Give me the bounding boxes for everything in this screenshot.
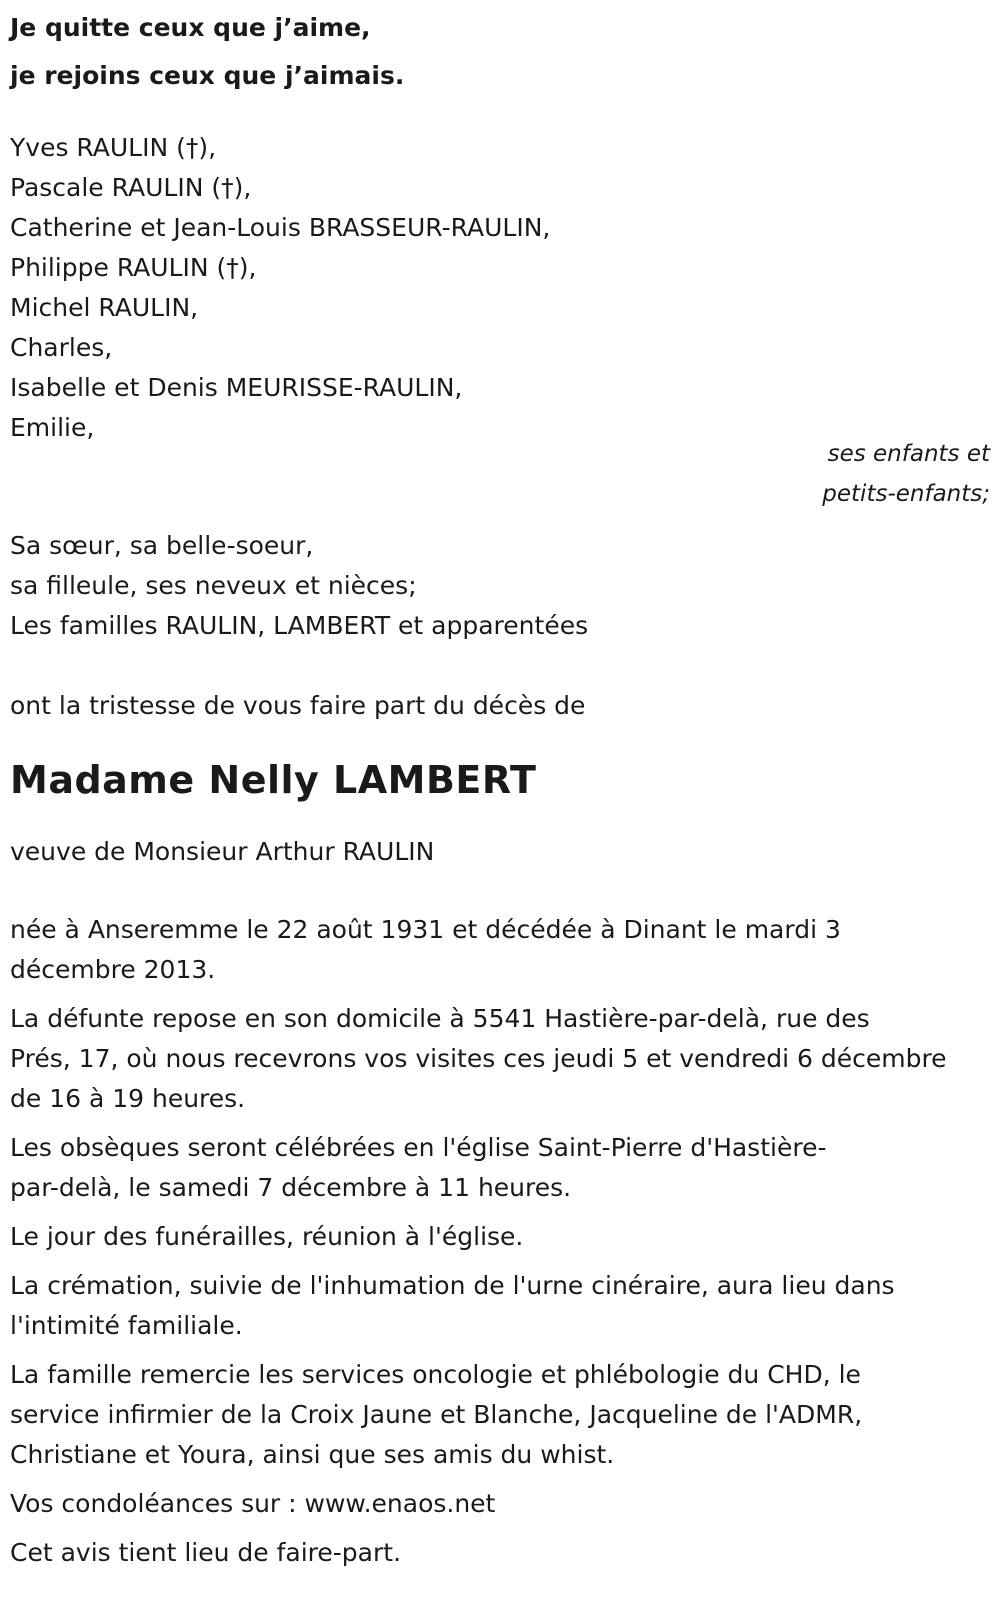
condolences-text: Vos condoléances sur : www.enaos.net	[10, 1489, 496, 1518]
repose-line-2: Prés, 17, où nous recevrons vos visites ces jeudi 5 et vendredi 6 décembre	[10, 1044, 947, 1073]
cremation-paragraph	[10, 1266, 990, 1346]
widow-of: veuve de Monsieur Arthur RAULIN	[10, 837, 435, 866]
child-name: Yves RAULIN (†),	[10, 133, 217, 162]
relatives-list	[10, 526, 990, 646]
child-name: Philippe RAULIN (†),	[10, 253, 257, 282]
funeral-line-1: Les obsèques seront célébrées en l'église Saint-Pierre d'Hastière-	[10, 1133, 827, 1162]
condolences-paragraph	[10, 1484, 990, 1524]
repose-line-1: La défunte repose en son domicile à 5541 Hastière-par-delà, rue des	[10, 1004, 870, 1033]
deceased-name: Madame Nelly LAMBERT	[10, 758, 537, 802]
epigraph-line-1: Je quitte ceux que j’aime,	[10, 13, 371, 42]
relatives-line: Les familles RAULIN, LAMBERT et apparentées	[10, 611, 589, 640]
repose-paragraph	[10, 999, 990, 1119]
thanks-line-1: La famille remercie les services oncologie et phlébologie du CHD, le	[10, 1360, 861, 1389]
funeral-paragraph	[10, 1128, 990, 1208]
children-role-line-2: petits-enfants;	[822, 481, 990, 507]
birth-death-paragraph	[10, 910, 990, 990]
gathering-paragraph	[10, 1217, 990, 1257]
relatives-line: sa filleule, ses neveux et nièces;	[10, 571, 417, 600]
relatives-line: Sa sœur, sa belle-soeur,	[10, 531, 314, 560]
child-name: Emilie,	[10, 413, 95, 442]
cremation-line-2: l'intimité familiale.	[10, 1311, 243, 1340]
epigraph-line-2: je rejoins ceux que j’aimais.	[10, 61, 405, 90]
funeral-details	[10, 910, 990, 1573]
child-name: Michel RAULIN,	[10, 293, 199, 322]
children-list	[10, 128, 990, 448]
notice-paragraph	[10, 1533, 990, 1573]
thanks-line-3: Christiane et Youra, ainsi que ses amis du whist.	[10, 1440, 615, 1469]
child-name: Charles,	[10, 333, 113, 362]
notice-text: Cet avis tient lieu de faire-part.	[10, 1538, 402, 1567]
thanks-line-2: service infirmier de la Croix Jaune et Blanche, Jacqueline de l'ADMR,	[10, 1400, 863, 1429]
epigraph	[10, 4, 990, 100]
birth-death-line-1: née à Anseremme le 22 août 1931 et décédée à Dinant le mardi 3	[10, 915, 841, 944]
announcement: ont la tristesse de vous faire part du décès de	[10, 691, 586, 720]
obituary-notice	[10, 0, 990, 1582]
thanks-paragraph	[10, 1355, 990, 1475]
child-name: Isabelle et Denis MEURISSE-RAULIN,	[10, 373, 463, 402]
birth-death-line-2: décembre 2013.	[10, 955, 216, 984]
gathering-text: Le jour des funérailles, réunion à l'église.	[10, 1222, 524, 1251]
child-name: Pascale RAULIN (†),	[10, 173, 252, 202]
child-name: Catherine et Jean-Louis BRASSEUR-RAULIN,	[10, 213, 551, 242]
funeral-line-2: par-delà, le samedi 7 décembre à 11 heures.	[10, 1173, 572, 1202]
cremation-line-1: La crémation, suivie de l'inhumation de l'urne cinéraire, aura lieu dans	[10, 1271, 895, 1300]
children-role-line-1: ses enfants et	[827, 441, 990, 467]
children-role	[10, 434, 990, 514]
repose-line-3: de 16 à 19 heures.	[10, 1084, 246, 1113]
